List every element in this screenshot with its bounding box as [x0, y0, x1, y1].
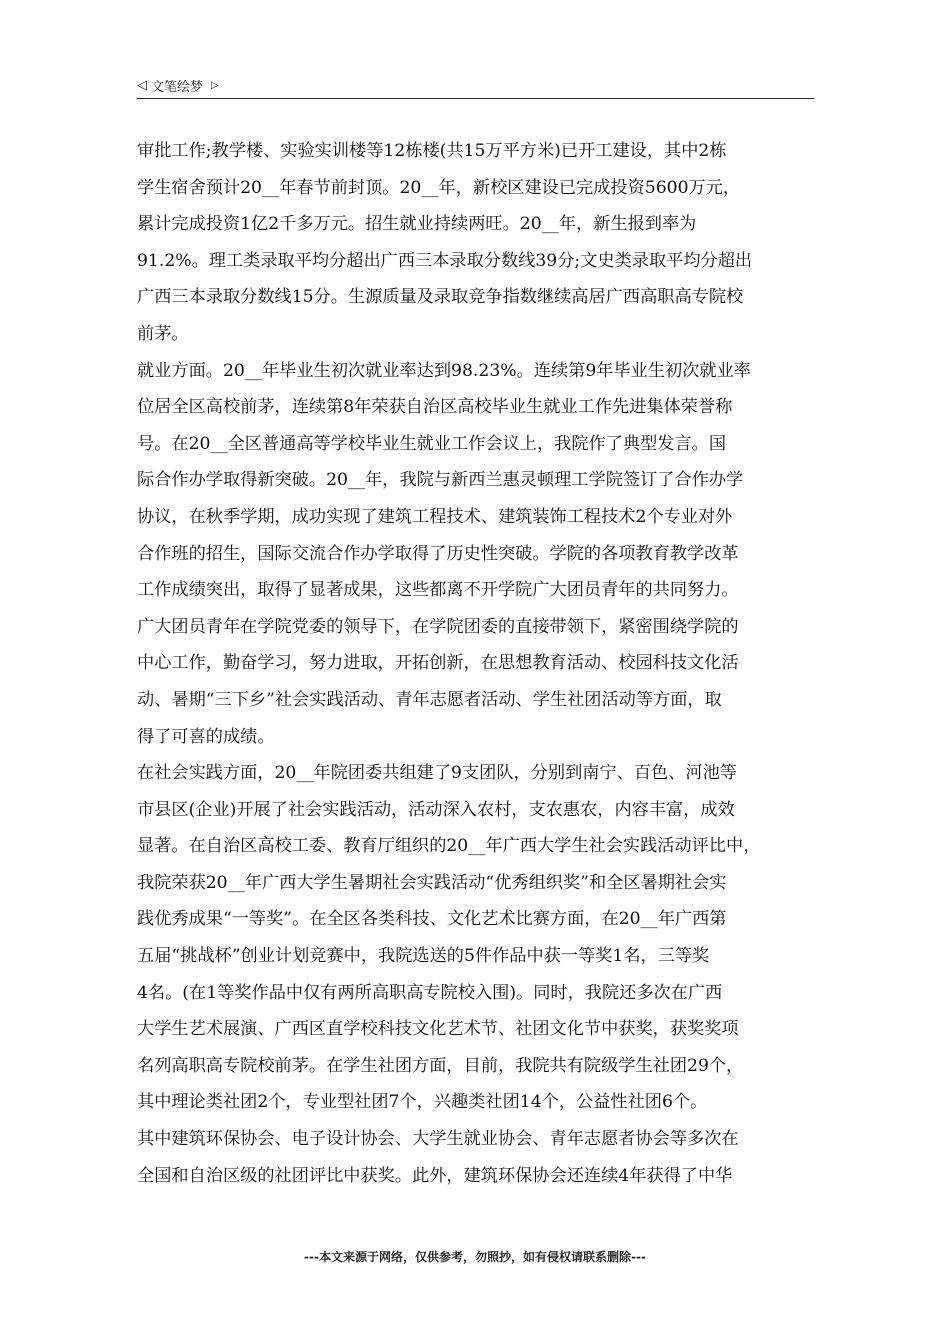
text-line: 全国和自治区级的社团评比中获奖。此外，建筑环保协会还连续4年获得了中华: [137, 1165, 733, 1186]
text-line: 名列高职高专院校前茅。在学生社团方面，目前，我院共有院级学生社团29个，: [137, 1055, 744, 1076]
text-line: 动、暑期“三下乡”社会实践活动、青年志愿者活动、学生社团活动等方面，取: [137, 689, 722, 710]
text-line: 我院荣获20__年广西大学生暑期社会实践活动“优秀组织奖”和全区暑期社会实: [137, 872, 727, 893]
text-line: 其中建筑环保协会、电子设计协会、大学生就业协会、青年志愿者协会等多次在: [137, 1129, 739, 1150]
triangle-left-icon: ◁: [137, 78, 147, 93]
text-line: 就业方面。20__年毕业生初次就业率达到98.23%。连续第9年毕业生初次就业率: [137, 360, 751, 381]
text-line: 91.2%。理工类录取平均分超出广西三本录取分数线39分;文史类录取平均分超出: [137, 250, 753, 271]
text-line: 号。在20__全区普通高等学校毕业生就业工作会议上，我院作了典型发言。国: [137, 433, 727, 454]
text-line: 前茅。: [137, 323, 189, 344]
triangle-right-icon: ▷: [211, 80, 219, 91]
text-line: 践优秀成果“一等奖”。在全区各类科技、文化艺术比赛方面，在20__年广西第: [137, 909, 727, 930]
text-line: 得了可喜的成绩。: [137, 726, 275, 747]
text-line: 在社会实践方面，20__年院团委共组建了9支团队，分别到南宁、百色、河池等: [137, 763, 737, 784]
text-line: 际合作办学取得新突破。20__年，我院与新西兰惠灵顿理工学院签订了合作办学: [137, 470, 744, 491]
text-line: 位居全区高校前茅，连续第8年荣获自治区高校毕业生就业工作先进集体荣誉称: [137, 397, 733, 418]
page-header: [137, 72, 814, 99]
text-line: 累计完成投资1亿2千多万元。招生就业持续两旺。20__年，新生报到率为: [137, 214, 697, 235]
text-line: 工作成绩突出，取得了显著成果，这些都离不开学院广大团员青年的共同努力。: [137, 580, 739, 601]
brand: [137, 76, 219, 95]
text-line: 合作班的招生，国际交流合作办学取得了历史性突破。学院的各项教育教学改革: [137, 543, 739, 564]
text-line: 大学生艺术展演、广西区直学校科技文化艺术节、社团文化节中获奖，获奖奖项: [137, 1019, 739, 1040]
text-line: 广西三本录取分数线15分。生源质量及录取竞争指数继续高居广西高职高专院校: [137, 287, 744, 308]
document-body: [137, 133, 817, 1194]
text-line: 学生宿舍预计20__年春节前封顶。20__年，新校区建设已完成投资5600万元，: [137, 177, 741, 198]
text-line: 显著。在自治区高校工委、教育厅组织的20__年广西大学生社会实践活动评比中，: [137, 836, 761, 857]
text-line: 其中理论类社团2个，专业型社团7个，兴趣类社团14个，公益性社团6个。: [137, 1092, 708, 1113]
brand-name: 文笔绘梦: [151, 80, 204, 95]
text-line: 审批工作;教学楼、实验实训楼等12栋楼(共15万平方米)已开工建设，其中2栋: [137, 141, 727, 161]
text-line: 五届“挑战杯”创业计划竞赛中，我院选送的5件作品中获一等奖1名，三等奖: [137, 946, 710, 967]
text-line: 协议，在秋季学期，成功实现了建筑工程技术、建筑装饰工程技术2个专业对外: [137, 506, 733, 527]
text-line: 4名。(在1等奖作品中仅有两所高职高专院校入围)。同时，我院还多次在广西: [137, 982, 723, 1003]
text-line: 广大团员青年在学院党委的领导下，在学院团委的直接带领下，紧密围绕学院的: [137, 616, 739, 637]
text-line: 中心工作，勤奋学习，努力进取，开拓创新，在思想教育活动、校园科技文化活: [137, 653, 739, 674]
footer-disclaimer: ---本文来源于网络，仅供参考，勿照抄，如有侵权请联系删除---: [304, 1250, 646, 1264]
text-line: 市县区(企业)开展了社会实践活动，活动深入农村，支农惠农，内容丰富，成效: [137, 799, 735, 820]
